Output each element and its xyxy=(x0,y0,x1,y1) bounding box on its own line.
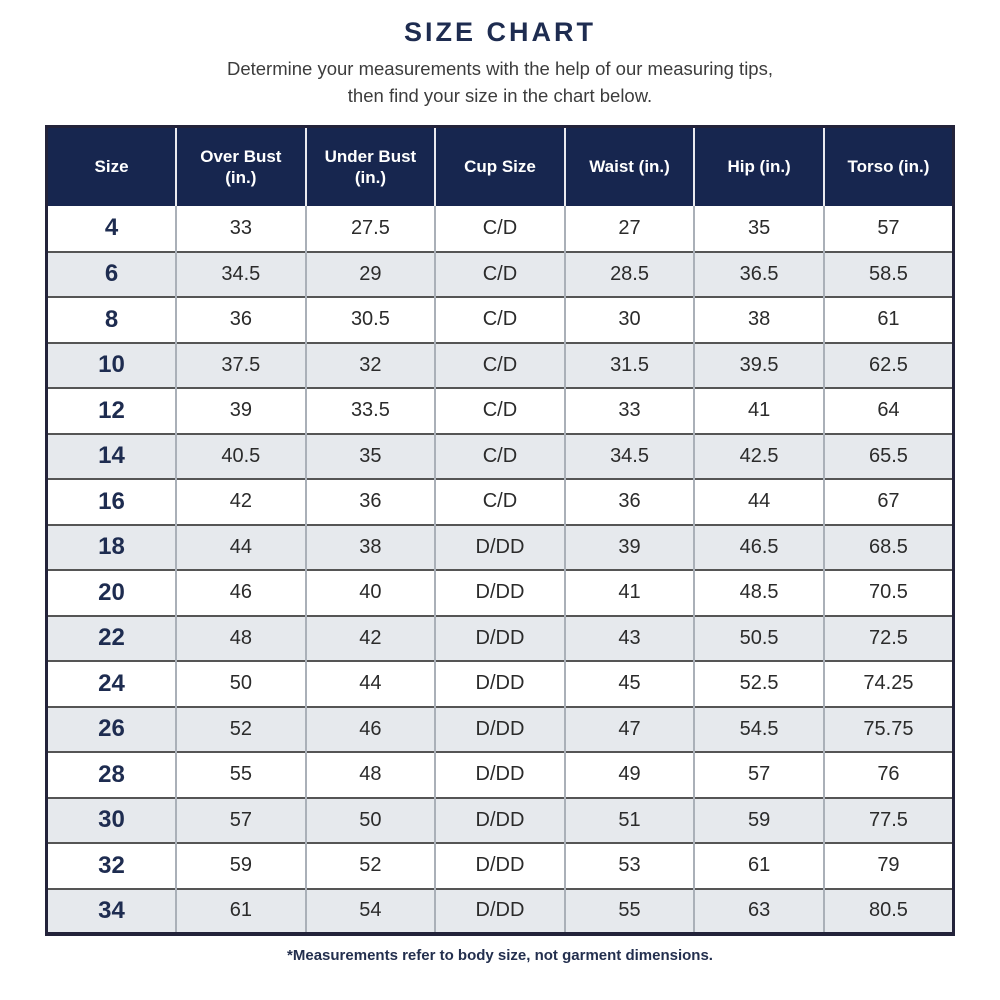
table-cell: 54.5 xyxy=(694,707,824,753)
table-cell: 59 xyxy=(694,798,824,844)
size-cell: 32 xyxy=(47,843,177,889)
table-cell: 27.5 xyxy=(306,206,436,252)
table-cell: 35 xyxy=(306,434,436,480)
table-cell: 36 xyxy=(176,297,306,343)
table-cell: 44 xyxy=(176,525,306,571)
table-cell: 30 xyxy=(565,297,695,343)
table-cell: C/D xyxy=(435,343,565,389)
table-cell: 52 xyxy=(176,707,306,753)
header-cell-over-bust-in: Over Bust (in.) xyxy=(176,126,306,206)
table-cell: 42 xyxy=(176,479,306,525)
table-cell: 36 xyxy=(565,479,695,525)
table-cell: 43 xyxy=(565,616,695,662)
table-cell: 29 xyxy=(306,252,436,298)
table-cell: 52 xyxy=(306,843,436,889)
size-cell: 10 xyxy=(47,343,177,389)
size-cell: 12 xyxy=(47,388,177,434)
table-cell: 46.5 xyxy=(694,525,824,571)
page-subtitle xyxy=(0,56,1000,110)
table-cell: 47 xyxy=(565,707,695,753)
table-cell: D/DD xyxy=(435,616,565,662)
size-cell: 14 xyxy=(47,434,177,480)
table-cell: D/DD xyxy=(435,889,565,935)
table-cell: 39.5 xyxy=(694,343,824,389)
size-cell: 4 xyxy=(47,206,177,252)
header-cell-size: Size xyxy=(47,126,177,206)
table-cell: 67 xyxy=(824,479,954,525)
table-cell: 50.5 xyxy=(694,616,824,662)
table-row-size-12 xyxy=(47,388,954,434)
table-cell: 49 xyxy=(565,752,695,798)
table-cell: 42 xyxy=(306,616,436,662)
table-cell: 41 xyxy=(565,570,695,616)
table-body xyxy=(47,206,954,934)
size-cell: 8 xyxy=(47,297,177,343)
size-cell: 34 xyxy=(47,889,177,935)
table-cell: 32 xyxy=(306,343,436,389)
table-row-size-16 xyxy=(47,479,954,525)
table-row-size-32 xyxy=(47,843,954,889)
table-cell: 80.5 xyxy=(824,889,954,935)
table-cell: C/D xyxy=(435,206,565,252)
table-cell: 33 xyxy=(176,206,306,252)
table-cell: C/D xyxy=(435,388,565,434)
table-cell: 36 xyxy=(306,479,436,525)
table-cell: 30.5 xyxy=(306,297,436,343)
table-row-size-20 xyxy=(47,570,954,616)
table-cell: 53 xyxy=(565,843,695,889)
table-cell: 61 xyxy=(824,297,954,343)
table-cell: C/D xyxy=(435,434,565,480)
table-cell: 42.5 xyxy=(694,434,824,480)
table-cell: 63 xyxy=(694,889,824,935)
size-cell: 24 xyxy=(47,661,177,707)
table-cell: 57 xyxy=(824,206,954,252)
table-cell: 52.5 xyxy=(694,661,824,707)
table-cell: 62.5 xyxy=(824,343,954,389)
size-cell: 16 xyxy=(47,479,177,525)
table-cell: 46 xyxy=(306,707,436,753)
table-cell: 28.5 xyxy=(565,252,695,298)
table-row-size-30 xyxy=(47,798,954,844)
table-header xyxy=(47,126,954,206)
table-cell: 35 xyxy=(694,206,824,252)
size-cell: 18 xyxy=(47,525,177,571)
subtitle-line-2: then find your size in the chart below. xyxy=(347,84,653,106)
table-cell: 36.5 xyxy=(694,252,824,298)
table-cell: 27 xyxy=(565,206,695,252)
table-row-size-24 xyxy=(47,661,954,707)
table-cell: 74.25 xyxy=(824,661,954,707)
table-cell: 59 xyxy=(176,843,306,889)
table-cell: 54 xyxy=(306,889,436,935)
table-cell: 38 xyxy=(694,297,824,343)
table-cell: 76 xyxy=(824,752,954,798)
table-cell: 50 xyxy=(306,798,436,844)
size-cell: 28 xyxy=(47,752,177,798)
table-cell: 34.5 xyxy=(565,434,695,480)
header-row xyxy=(47,126,954,206)
size-chart-table xyxy=(45,125,955,937)
table-cell: D/DD xyxy=(435,525,565,571)
table-cell: 75.75 xyxy=(824,707,954,753)
table-cell: 51 xyxy=(565,798,695,844)
table-cell: 39 xyxy=(176,388,306,434)
table-cell: 44 xyxy=(694,479,824,525)
table-row-size-28 xyxy=(47,752,954,798)
table-cell: 55 xyxy=(565,889,695,935)
subtitle-line-1: Determine your measurements with the help of our measuring tips, xyxy=(226,58,773,79)
table-cell: C/D xyxy=(435,479,565,525)
table-cell: 50 xyxy=(176,661,306,707)
table-cell: D/DD xyxy=(435,752,565,798)
table-row-size-34 xyxy=(47,889,954,935)
table-cell: 57 xyxy=(176,798,306,844)
page-title: SIZE CHART xyxy=(404,17,596,47)
footnote: *Measurements refer to body size, not garment dimensions. xyxy=(287,947,713,965)
table-cell: 33.5 xyxy=(306,388,436,434)
table-row-size-26 xyxy=(47,707,954,753)
table-cell: 46 xyxy=(176,570,306,616)
header-cell-torso-in: Torso (in.) xyxy=(824,126,954,206)
table-cell: D/DD xyxy=(435,570,565,616)
table-row-size-18 xyxy=(47,525,954,571)
header-cell-cup-size: Cup Size xyxy=(435,126,565,206)
table-cell: 77.5 xyxy=(824,798,954,844)
table-row-size-14 xyxy=(47,434,954,480)
table-cell: 58.5 xyxy=(824,252,954,298)
table-cell: C/D xyxy=(435,297,565,343)
size-cell: 30 xyxy=(47,798,177,844)
table-cell: 40 xyxy=(306,570,436,616)
table-cell: 48 xyxy=(306,752,436,798)
table-cell: 31.5 xyxy=(565,343,695,389)
table-row-size-6 xyxy=(47,252,954,298)
table-cell: 61 xyxy=(694,843,824,889)
table-cell: 70.5 xyxy=(824,570,954,616)
size-cell: 22 xyxy=(47,616,177,662)
table-cell: 34.5 xyxy=(176,252,306,298)
table-cell: 38 xyxy=(306,525,436,571)
table-row-size-10 xyxy=(47,343,954,389)
size-cell: 26 xyxy=(47,707,177,753)
table-cell: 48.5 xyxy=(694,570,824,616)
table-cell: 65.5 xyxy=(824,434,954,480)
size-chart-page xyxy=(0,17,1000,1000)
table-cell: 37.5 xyxy=(176,343,306,389)
header-cell-hip-in: Hip (in.) xyxy=(694,126,824,206)
table-cell: 64 xyxy=(824,388,954,434)
table-cell: 79 xyxy=(824,843,954,889)
table-cell: D/DD xyxy=(435,798,565,844)
table-cell: 44 xyxy=(306,661,436,707)
table-cell: 55 xyxy=(176,752,306,798)
table-cell: 41 xyxy=(694,388,824,434)
header-cell-under-bust-in: Under Bust (in.) xyxy=(306,126,436,206)
table-row-size-4 xyxy=(47,206,954,252)
table-cell: 39 xyxy=(565,525,695,571)
table-cell: C/D xyxy=(435,252,565,298)
table-row-size-22 xyxy=(47,616,954,662)
header-cell-waist-in: Waist (in.) xyxy=(565,126,695,206)
table-cell: 40.5 xyxy=(176,434,306,480)
size-cell: 20 xyxy=(47,570,177,616)
table-cell: 61 xyxy=(176,889,306,935)
size-cell: 6 xyxy=(47,252,177,298)
table-cell: 33 xyxy=(565,388,695,434)
table-cell: 72.5 xyxy=(824,616,954,662)
table-cell: 68.5 xyxy=(824,525,954,571)
table-cell: D/DD xyxy=(435,661,565,707)
table-cell: 45 xyxy=(565,661,695,707)
table-cell: D/DD xyxy=(435,707,565,753)
table-row-size-8 xyxy=(47,297,954,343)
table-cell: 48 xyxy=(176,616,306,662)
table-cell: 57 xyxy=(694,752,824,798)
table-cell: D/DD xyxy=(435,843,565,889)
